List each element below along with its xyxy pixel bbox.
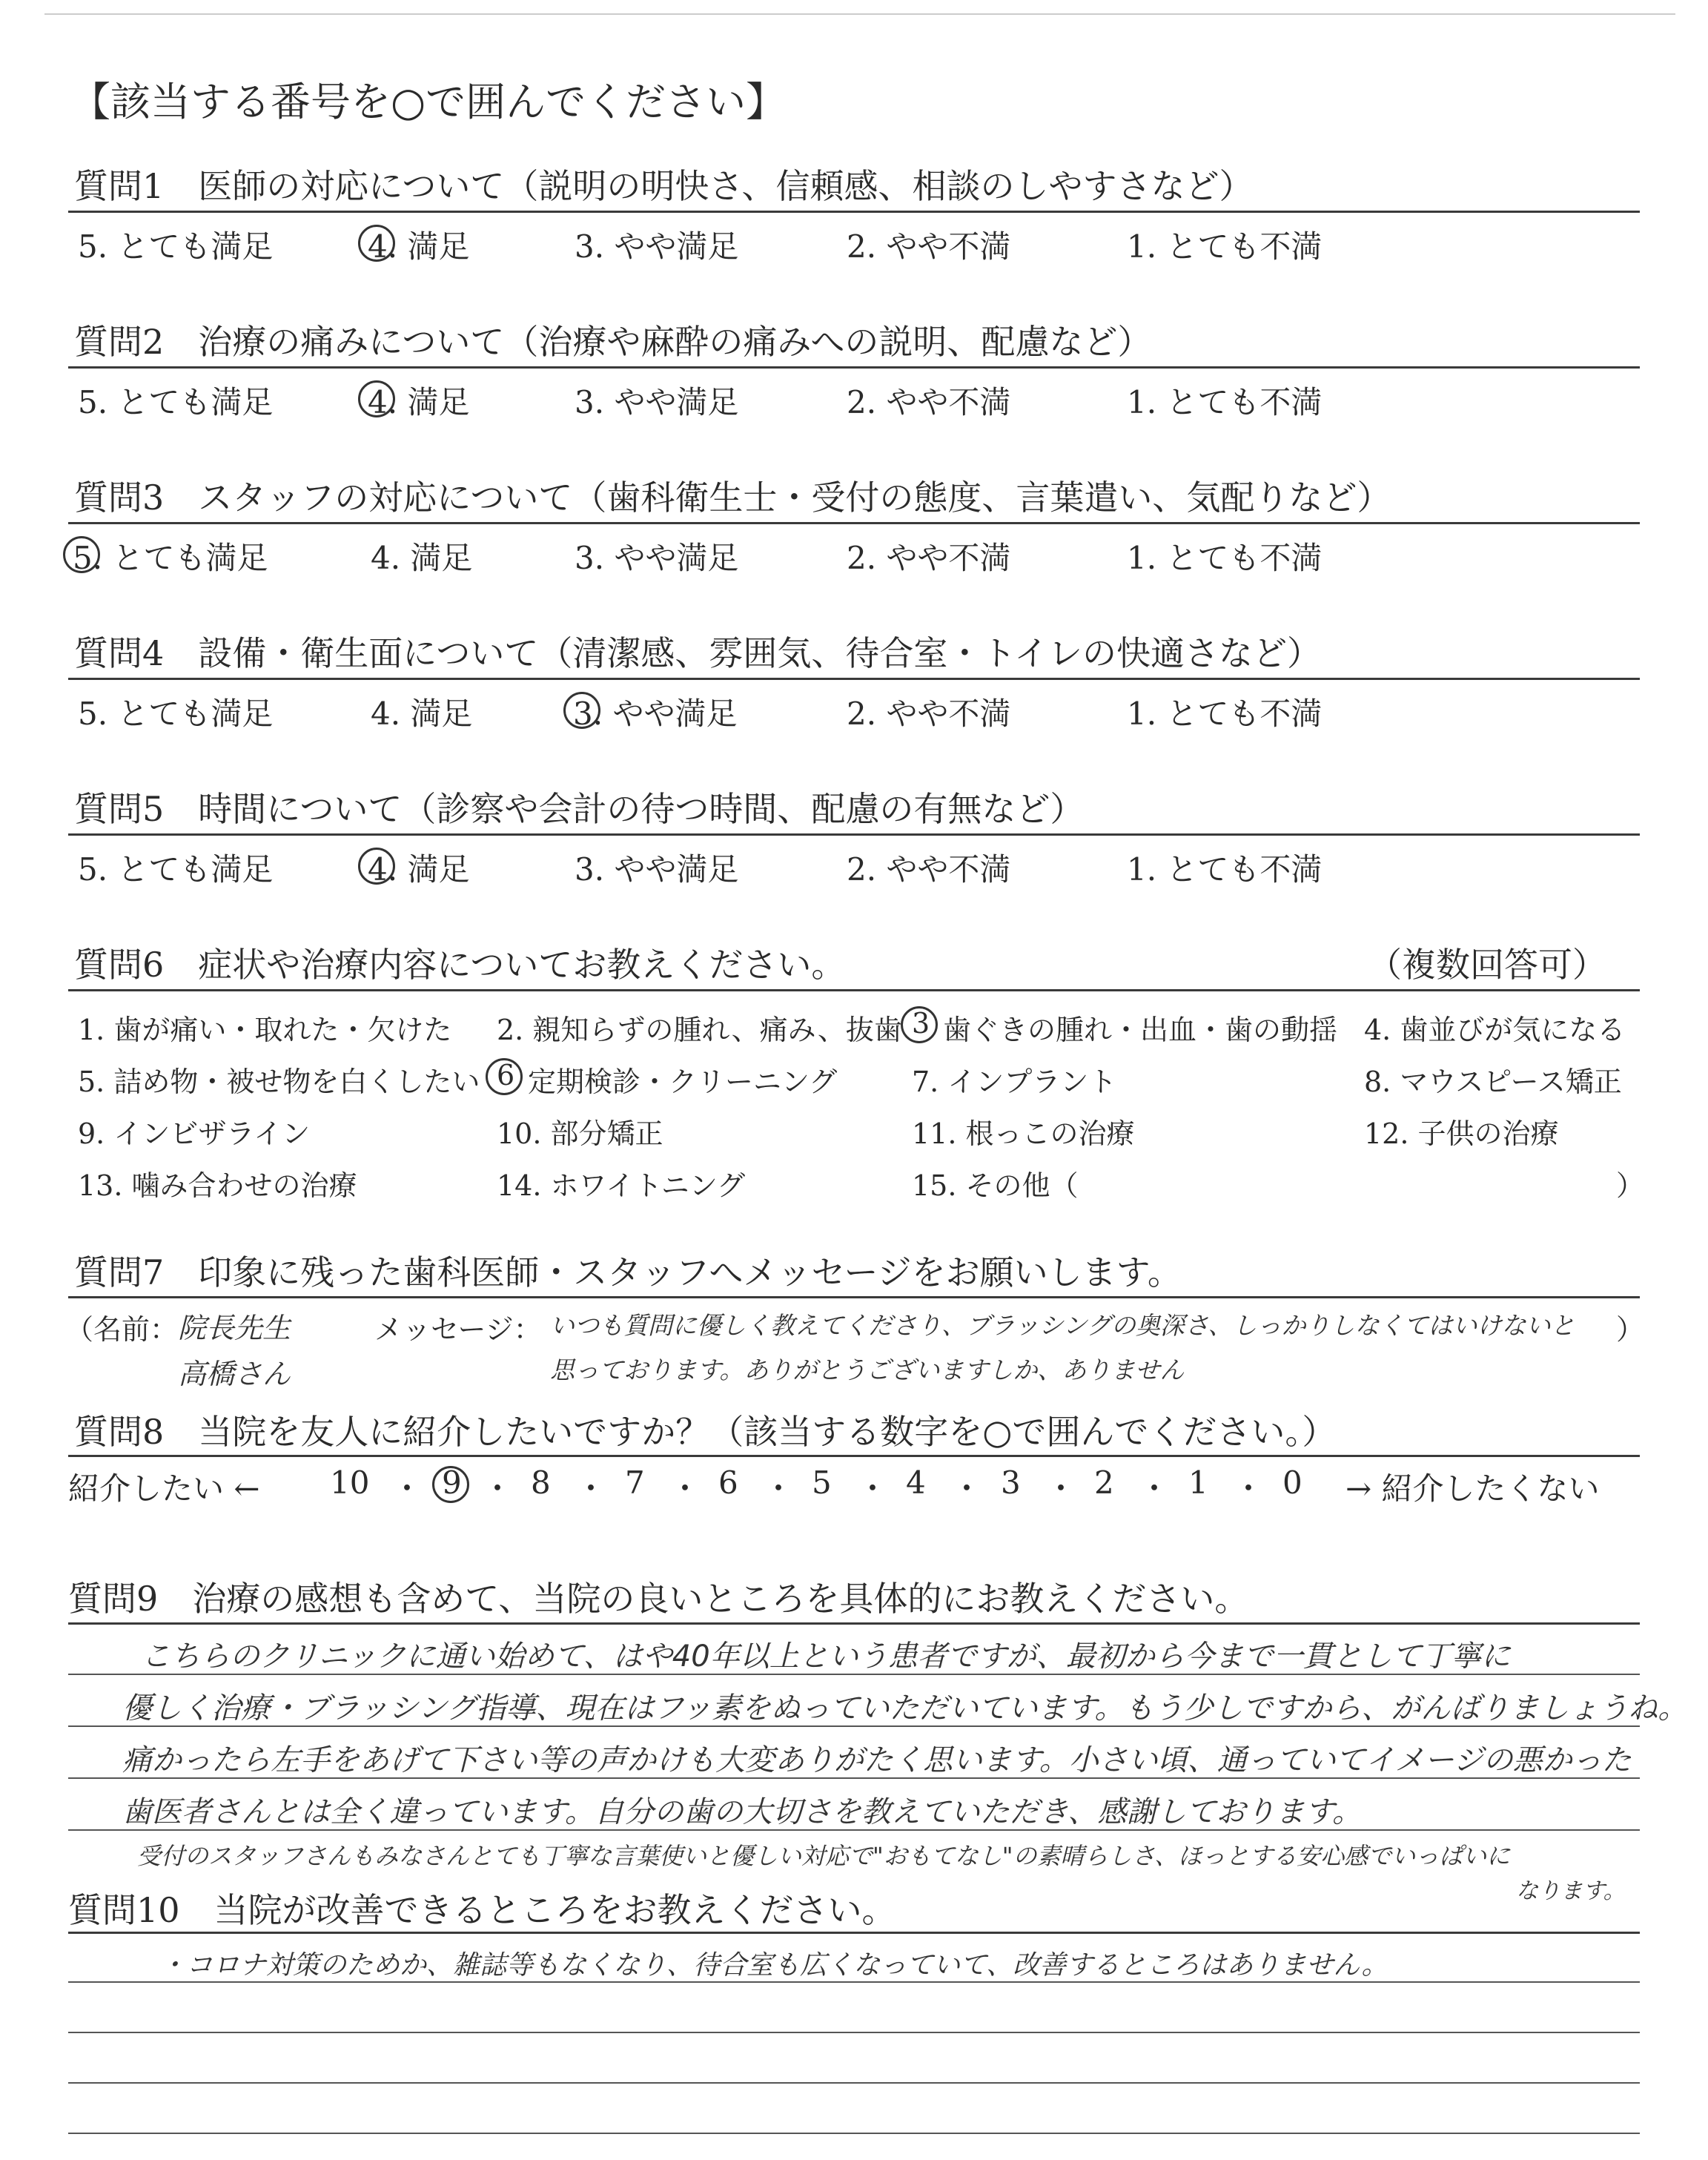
- q6-item-15-close: ）: [1616, 1169, 1645, 1202]
- q3-title: 質問3 スタッフの対応について（歯科衛生士・受付の態度、言葉遣い、気配りなど）: [74, 478, 1391, 518]
- q7-message-2[interactable]: 思っております。ありがとうございますしか、ありません: [550, 1355, 1185, 1384]
- q5-opt3[interactable]: 3. やや満足: [575, 851, 739, 888]
- q3-opt3[interactable]: 3. やや満足: [575, 540, 739, 576]
- q8-score-2[interactable]: 2: [1094, 1464, 1114, 1501]
- q10-title: 質問10 当院が改善できるところをお教えください。: [68, 1890, 896, 1930]
- q6-item-6[interactable]: 定期検診・クリーニング: [528, 1066, 838, 1098]
- q5-title: 質問5 時間について（診察や会計の待つ時間、配慮の有無など）: [74, 789, 1085, 829]
- q8-score-10[interactable]: 10: [330, 1464, 370, 1501]
- q9-writing-line: [68, 1674, 1640, 1675]
- q4-title: 質問4 設備・衛生面について（清潔感、雰囲気、待合室・トイレの快適さなど）: [74, 633, 1322, 673]
- q9-line-1[interactable]: こちらのクリニックに通い始めて、はや40年以上という患者ですが、最初から今まで一貫として丁寧に: [141, 1639, 1511, 1674]
- q1-opt2[interactable]: 2. やや不満: [847, 228, 1011, 265]
- q8-score-0[interactable]: 0: [1282, 1464, 1302, 1501]
- q7-message-1[interactable]: いつも質問に優しく教えてくださり、ブラッシングの奥深さ、しっかりしなくてはいけないと: [550, 1311, 1575, 1340]
- q7-message-label: メッセージ：: [374, 1313, 542, 1346]
- q8-score-5[interactable]: 5: [812, 1464, 832, 1501]
- q8-dot: ・: [1139, 1470, 1171, 1507]
- q8-title: 質問8 当院を友人に紹介したいですか？（該当する数字を○で囲んでください。）: [74, 1412, 1337, 1452]
- q8-dot: ・: [951, 1470, 983, 1507]
- q5-opt4[interactable]: 4. 満足: [368, 851, 470, 888]
- q7-rule: [68, 1296, 1640, 1298]
- q2-opt5[interactable]: 5. とても満足: [78, 384, 274, 420]
- q10-answer[interactable]: ・コロナ対策のためか、雑誌等もなくなり、待合室も広くなっていて、改善するところはありません。: [159, 1950, 1388, 1981]
- q8-score-8[interactable]: 8: [531, 1464, 551, 1501]
- q5-opt2[interactable]: 2. やや不満: [847, 851, 1011, 888]
- q8-score-9[interactable]: 9: [442, 1464, 462, 1501]
- q10-writing-line: [68, 2082, 1640, 2084]
- q10-writing-line: [68, 1981, 1640, 1983]
- q3-opt2[interactable]: 2. やや不満: [847, 540, 1011, 576]
- q10-writing-line: [68, 2133, 1640, 2134]
- q4-opt4[interactable]: 4. 満足: [371, 696, 473, 732]
- q6-item-10[interactable]: 10. 部分矯正: [497, 1117, 663, 1150]
- q2-title: 質問2 治療の痛みについて（治療や麻酔の痛みへの説明、配慮など）: [74, 322, 1152, 362]
- q9-writing-line: [68, 1829, 1640, 1831]
- q6-title: 質問6 症状や治療内容についてお教えください。: [74, 945, 846, 985]
- q1-title: 質問1 医師の対応について（説明の明快さ、信頼感、相談のしやすさなど）: [74, 166, 1254, 206]
- q8-dot: ・: [669, 1470, 701, 1507]
- q5-rule: [68, 833, 1640, 836]
- q8-dot: ・: [482, 1470, 514, 1507]
- q10-writing-line: [68, 2032, 1640, 2033]
- q9-line-6[interactable]: なります。: [1516, 1878, 1626, 1904]
- q4-opt5[interactable]: 5. とても満足: [78, 696, 274, 732]
- q1-opt3[interactable]: 3. やや満足: [575, 228, 739, 265]
- top-border: [44, 13, 1675, 15]
- q9-writing-line: [68, 1725, 1640, 1727]
- q6-item-7[interactable]: 7. インプラント: [912, 1066, 1117, 1098]
- q2-opt3[interactable]: 3. やや満足: [575, 384, 739, 420]
- q3-opt4[interactable]: 4. 満足: [371, 540, 473, 576]
- q7-name-1[interactable]: 院長先生: [178, 1312, 291, 1344]
- q3-opt5[interactable]: 5. とても満足: [73, 540, 268, 576]
- q8-dot: ・: [857, 1470, 889, 1507]
- q8-rule: [68, 1455, 1640, 1457]
- q4-opt2[interactable]: 2. やや不満: [847, 696, 1011, 732]
- q6-item-9[interactable]: 9. インビザライン: [78, 1117, 311, 1150]
- q6-item-15[interactable]: 15. その他（: [912, 1169, 1079, 1202]
- q6-note: （複数回答可）: [1368, 945, 1606, 985]
- q8-dot: ・: [391, 1470, 423, 1507]
- q6-item-2[interactable]: 2. 親知らずの腫れ、痛み、抜歯: [497, 1014, 902, 1046]
- q2-opt2[interactable]: 2. やや不満: [847, 384, 1011, 420]
- q3-opt1[interactable]: 1. とても不満: [1127, 540, 1323, 576]
- q7-name-2[interactable]: 高橋さん: [178, 1358, 291, 1390]
- q9-line-3[interactable]: 痛かったら左手をあげて下さい等の声かけも大変ありがたく思います。小さい頃、通っていてイメージの悪かった: [122, 1743, 1632, 1777]
- q6-item-8[interactable]: 8. マウスピース矯正: [1364, 1066, 1622, 1098]
- q8-score-6[interactable]: 6: [718, 1464, 738, 1501]
- q4-rule: [68, 678, 1640, 680]
- q6-item-3-num: 3: [912, 1007, 930, 1040]
- q6-item-14[interactable]: 14. ホワイトニング: [497, 1169, 746, 1202]
- q8-score-1[interactable]: 1: [1188, 1464, 1208, 1501]
- q6-item-11[interactable]: 11. 根っこの治療: [912, 1117, 1135, 1150]
- q6-item-3[interactable]: 歯ぐきの腫れ・出血・歯の動揺: [943, 1014, 1338, 1046]
- q6-item-6-num: 6: [497, 1059, 515, 1091]
- q3-rule: [68, 522, 1640, 524]
- q5-opt5[interactable]: 5. とても満足: [78, 851, 274, 888]
- q4-opt3[interactable]: 3. やや満足: [573, 696, 738, 732]
- q9-writing-line: [68, 1777, 1640, 1779]
- q9-line-5[interactable]: 受付のスタッフさんもみなさんとても丁寧な言葉使いと優しい対応で"おもてなし"の素晴らしさ、ほっとする安心感でいっぱいに: [137, 1842, 1511, 1870]
- q5-opt1[interactable]: 1. とても不満: [1127, 851, 1323, 888]
- q8-right-label: → 紹介したくない: [1345, 1470, 1600, 1507]
- q6-rule: [68, 989, 1640, 991]
- q6-item-12[interactable]: 12. 子供の治療: [1364, 1117, 1559, 1150]
- q10-rule: [68, 1932, 1640, 1934]
- q6-item-1[interactable]: 1. 歯が痛い・取れた・欠けた: [78, 1014, 452, 1046]
- q9-title: 質問9 治療の感想も含めて、当院の良いところを具体的にお教えください。: [68, 1579, 1249, 1619]
- q1-opt1[interactable]: 1. とても不満: [1127, 228, 1323, 265]
- q2-rule: [68, 366, 1640, 369]
- q8-score-4[interactable]: 4: [906, 1464, 926, 1501]
- q8-score-7[interactable]: 7: [625, 1464, 645, 1501]
- q9-line-2[interactable]: 優しく治療・ブラッシング指導、現在はフッ素をぬっていただいています。もう少しですから、がんばりましょうね。: [122, 1691, 1688, 1725]
- q1-opt4[interactable]: 4. 満足: [368, 228, 470, 265]
- q6-item-13[interactable]: 13. 噛み合わせの治療: [78, 1169, 357, 1202]
- q1-rule: [68, 211, 1640, 213]
- q7-title: 質問7 印象に残った歯科医師・スタッフへメッセージをお願いします。: [74, 1252, 1182, 1292]
- q9-rule: [68, 1622, 1640, 1625]
- q9-line-4[interactable]: 歯医者さんとは全く違っています。自分の歯の大切さを教えていただき、感謝しております。: [122, 1795, 1362, 1829]
- q6-item-5[interactable]: 5. 詰め物・被せ物を白くしたい: [78, 1066, 480, 1098]
- q2-opt4[interactable]: 4. 満足: [368, 384, 470, 420]
- q4-opt1[interactable]: 1. とても不満: [1127, 696, 1323, 732]
- q8-dot: ・: [1233, 1470, 1265, 1507]
- q8-left-label: 紹介したい ←: [68, 1470, 260, 1507]
- q8-dot: ・: [1045, 1470, 1077, 1507]
- q2-opt1[interactable]: 1. とても不満: [1127, 384, 1323, 420]
- q1-opt5[interactable]: 5. とても満足: [78, 228, 274, 265]
- q8-dot: ・: [763, 1470, 795, 1507]
- q8-score-3[interactable]: 3: [1001, 1464, 1021, 1501]
- q7-close: ）: [1616, 1313, 1645, 1346]
- q8-dot: ・: [575, 1470, 607, 1507]
- page-header: 【該当する番号を○で囲んでください】: [70, 79, 787, 125]
- q7-name-label: （名前：: [65, 1313, 179, 1346]
- q6-item-4[interactable]: 4. 歯並びが気になる: [1364, 1014, 1626, 1046]
